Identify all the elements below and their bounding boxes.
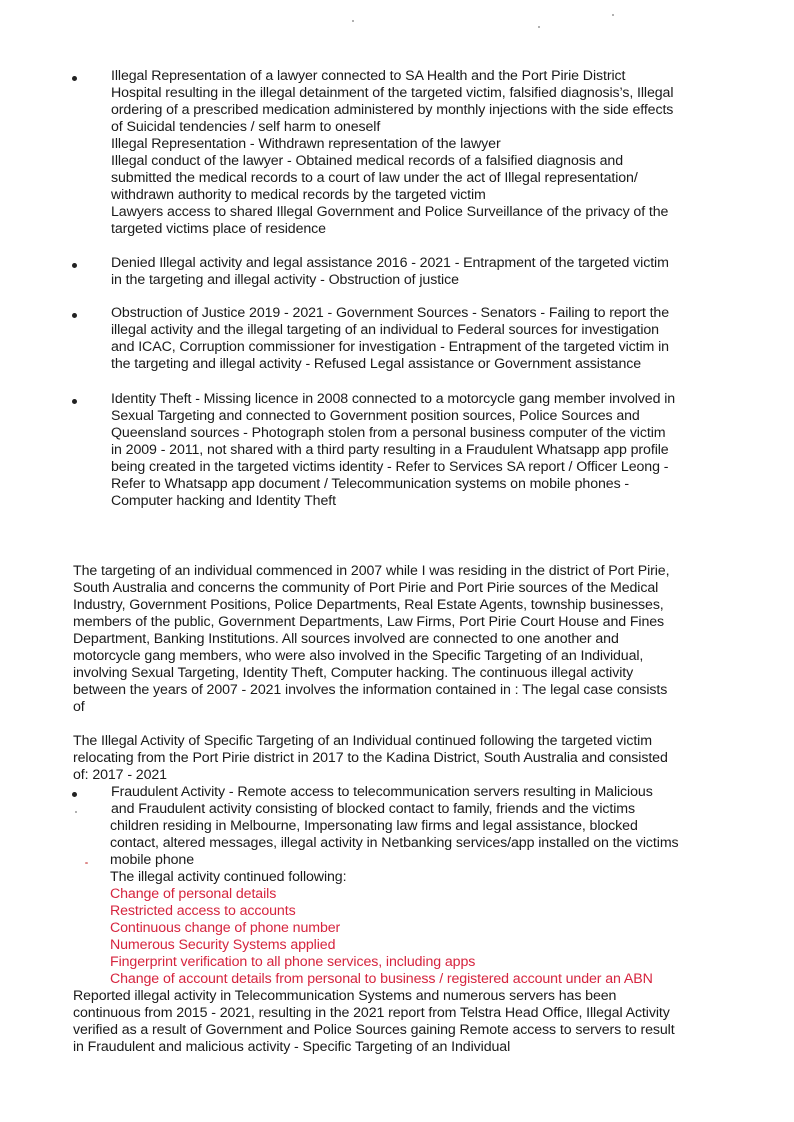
- text-line: members of the public, Government Departments, Law Firms, Port Pirie Court House and Fines: [73, 614, 665, 630]
- text-line: of: [73, 699, 85, 715]
- text-line: mobile phone: [110, 852, 194, 868]
- text-line: and Fraudulent activity consisting of blocked contact to family, friends and the victims: [111, 801, 636, 817]
- text-line: targeted victims place of residence: [111, 221, 326, 237]
- text-line: children residing in Melbourne, Impersonating law firms and legal assistance, blocked: [110, 818, 638, 834]
- scan-speck: [612, 14, 614, 16]
- text-line: Refer to Whatsapp app document / Telecommunication systems on mobile phones -: [111, 476, 630, 492]
- text-line: Illegal Representation of a lawyer connected to SA Health and the Port Pirie District: [111, 68, 626, 84]
- red-list-item: Restricted access to accounts: [110, 903, 296, 919]
- bullet-icon: [72, 399, 77, 404]
- text-line: The illegal activity continued following:: [110, 869, 347, 885]
- text-line: relocating from the Port Pirie district in 2017 to the Kadina District, South Australia and consisted: [73, 750, 668, 766]
- scan-speck: [75, 811, 77, 813]
- text-line: illegal activity and the illegal targeting of an individual to Federal sources for investigation: [111, 322, 659, 338]
- text-line: The Illegal Activity of Specific Targeting of an Individual continued following the targeted victim: [73, 733, 652, 749]
- text-line: Industry, Government Positions, Police Departments, Real Estate Agents, township businesses,: [73, 597, 664, 613]
- text-line: South Australia and concerns the community of Port Pirie and Port Pirie sources of the Medical: [73, 580, 659, 596]
- text-line: Computer hacking and Identity Theft: [111, 493, 336, 509]
- text-line: submitted the medical records to a court of law under the act of Illegal representation/: [111, 170, 638, 186]
- text-line: motorcycle gang members, who were also involved in the Specific Targeting of an Individual,: [73, 648, 644, 664]
- text-line: in Fraudulent and malicious activity - Specific Targeting of an Individual: [73, 1039, 511, 1055]
- text-line: Sexual Targeting and connected to Government position sources, Police Sources and: [111, 408, 640, 424]
- text-line: Illegal conduct of the lawyer - Obtained medical records of a falsified diagnosis and: [111, 153, 623, 169]
- text-line: Hospital resulting in the illegal detainment of the targeted victim, falsified diagnosis’s, Illegal: [111, 85, 674, 101]
- text-line: between the years of 2007 - 2021 involves the information contained in : The legal case consists: [73, 682, 668, 698]
- red-list-item: Change of personal details: [110, 886, 277, 902]
- text-line: ordering of a prescribed medication administered by monthly injections with the side effects: [111, 102, 674, 118]
- text-line: Illegal Representation - Withdrawn representation of the lawyer: [111, 136, 501, 152]
- text-line: in the targeting and illegal activity - Obstruction of justice: [111, 272, 459, 288]
- text-line: Queensland sources - Photograph stolen from a personal business computer of the victim: [111, 425, 666, 441]
- text-line: of: 2017 - 2021: [73, 767, 167, 783]
- bullet-icon: [72, 792, 77, 797]
- red-list-item: Change of account details from personal to business / registered account under an ABN: [110, 971, 653, 987]
- red-list-item: Numerous Security Systems applied: [110, 937, 336, 953]
- bullet-icon: [72, 313, 77, 318]
- red-list-item: Continuous change of phone number: [110, 920, 341, 936]
- text-line: the targeting and illegal activity - Refused Legal assistance or Government assistance: [111, 356, 642, 372]
- text-line: Fraudulent Activity - Remote access to telecommunication servers resulting in Malicious: [111, 784, 653, 800]
- text-line: Identity Theft - Missing licence in 2008 connected to a motorcycle gang member involved in: [111, 391, 676, 407]
- text-line: involving Sexual Targeting, Identity Theft, Computer hacking. The continuous illegal activity: [73, 665, 634, 681]
- scan-speck: [352, 20, 354, 22]
- text-line: Department, Banking Institutions. All sources involved are connected to one another and: [73, 631, 619, 647]
- text-line: being created in the targeted victims identity - Refer to Services SA report / Officer Leong -: [111, 459, 669, 475]
- text-line: contact, altered messages, illegal activity in Netbanking services/app installed on the victims: [110, 835, 679, 851]
- scan-speck: [85, 862, 88, 864]
- red-list-item: Fingerprint verification to all phone services, including apps: [110, 954, 476, 970]
- bullet-icon: [72, 76, 77, 81]
- text-line: continuous from 2015 - 2021, resulting in the 2021 report from Telstra Head Office, Illegal Activity: [73, 1005, 670, 1021]
- text-line: Reported illegal activity in Telecommunication Systems and numerous servers has been: [73, 988, 617, 1004]
- text-line: Obstruction of Justice 2019 - 2021 - Government Sources - Senators - Failing to report the: [111, 305, 669, 321]
- text-line: Lawyers access to shared Illegal Government and Police Surveillance of the privacy of the: [111, 204, 669, 220]
- text-line: and ICAC, Corruption commissioner for investigation - Entrapment of the targeted victim in: [111, 339, 669, 355]
- text-line: in 2009 - 2011, not shared with a third party resulting in a Fraudulent Whatsapp app profile: [111, 442, 669, 458]
- scan-speck: [538, 26, 540, 28]
- text-line: withdrawn authority to medical records by the targeted victim: [111, 187, 486, 203]
- text-line: of Suicidal tendencies / self harm to oneself: [111, 119, 381, 135]
- text-line: The targeting of an individual commenced in 2007 while I was residing in the district of Port Pirie,: [73, 563, 670, 579]
- text-line: verified as a result of Government and Police Sources gaining Remote access to servers to result: [73, 1022, 675, 1038]
- text-line: Denied Illegal activity and legal assistance 2016 - 2021 - Entrapment of the targeted victim: [111, 255, 669, 271]
- bullet-icon: [72, 263, 77, 268]
